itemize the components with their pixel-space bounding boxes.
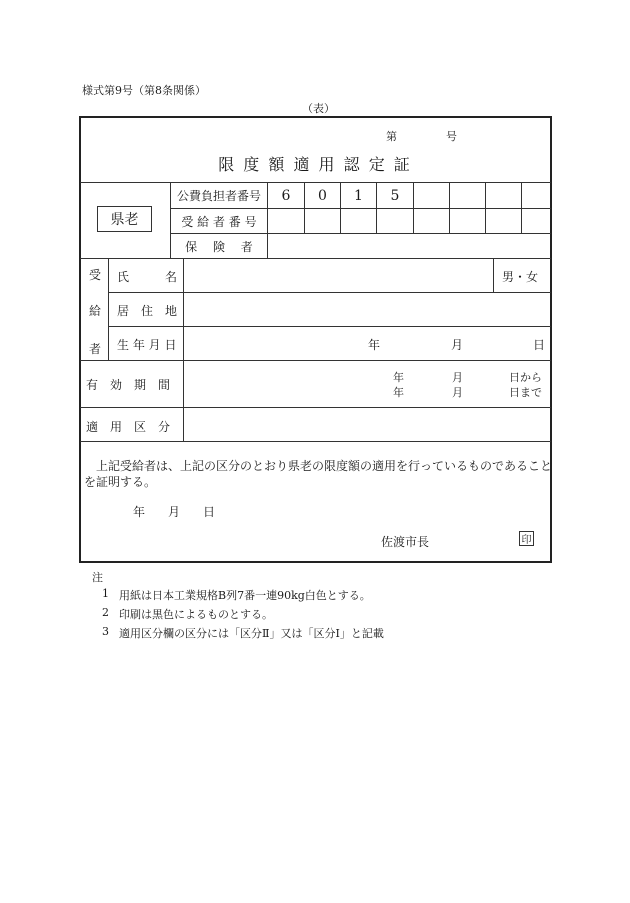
note-1-text: 用紙は日本工業規格B列7番一連90kg白色とする。	[119, 589, 371, 602]
address-label: 居 住 地	[117, 304, 178, 318]
rule-category-bottom	[80, 441, 551, 442]
seal-box	[519, 531, 534, 546]
rule-digit-5	[449, 182, 450, 233]
payer-digit-3: 1	[354, 187, 363, 204]
notes-heading: 注	[92, 571, 103, 584]
birth-day: 日	[533, 338, 546, 352]
note-2-text: 印刷は黒色によるものとする。	[119, 608, 273, 621]
rule-gender-left	[493, 258, 494, 292]
public-payer-label: 公費負担者番号	[176, 189, 261, 203]
certification-text-line-1: 上記受給者は、上記の区分のとおり県老の限度額の適用を行っているものであること	[96, 459, 553, 473]
recipient-side-char-3: 者	[89, 342, 102, 356]
note-3-text: 適用区分欄の区分には「区分Ⅱ」又は「区分Ⅰ」と記載	[119, 627, 384, 640]
payer-digit-2: 0	[318, 187, 327, 204]
note-3-number: 3	[102, 625, 109, 638]
validity-from-year: 年	[393, 371, 404, 384]
rule-validity-bottom	[80, 407, 551, 408]
validity-label: 有 効 期 間	[86, 378, 171, 392]
recipient-side-char-1: 受	[89, 268, 102, 282]
note-2-number: 2	[102, 606, 109, 619]
issue-year: 年	[133, 505, 146, 519]
ken-ro-box	[97, 206, 152, 232]
certificate-title: 限 度 額 適 用 認 定 証	[218, 155, 412, 174]
category-label: 適 用 区 分	[86, 420, 171, 434]
rule-birth-bottom	[80, 360, 551, 361]
rule-recipient-side	[108, 258, 109, 360]
validity-to-month: 月	[452, 386, 463, 399]
rule-digit-7	[521, 182, 522, 233]
payer-digit-1: 6	[281, 187, 291, 204]
number-dai: 第	[386, 130, 397, 143]
payer-digit-4: 5	[390, 187, 400, 204]
birth-year: 年	[368, 338, 381, 352]
gender-options: 男・女	[502, 270, 539, 284]
certification-text-line-2: を証明する。	[84, 475, 157, 489]
number-go: 号	[446, 130, 457, 143]
birth-month: 月	[451, 338, 464, 352]
validity-to-year: 年	[393, 386, 404, 399]
recipient-number-label: 受 給 者 番 号	[181, 214, 257, 229]
recipient-side-char-2: 給	[89, 304, 102, 318]
rule-name-bottom	[108, 292, 551, 293]
note-1-number: 1	[102, 587, 109, 600]
birth-label: 生 年 月 日	[117, 338, 177, 352]
issuer-name: 佐渡市長	[381, 535, 430, 549]
insurer-label: 保 険 者	[185, 239, 253, 254]
validity-to-day: 日まで	[509, 386, 542, 399]
rule-digit-4	[413, 182, 414, 233]
validity-from-day: 日から	[509, 371, 542, 384]
rule-insurer-bottom	[80, 258, 551, 259]
rule-address-bottom	[108, 326, 551, 327]
issue-month: 月	[168, 505, 181, 519]
name-label: 氏 名	[117, 270, 178, 284]
side-label: （表）	[302, 102, 335, 115]
rule-field-label-right	[183, 258, 184, 441]
form-number: 様式第9号（第8条関係）	[82, 84, 206, 97]
validity-from-month: 月	[452, 371, 463, 384]
ken-ro-label: 県老	[110, 212, 139, 228]
issue-day: 日	[203, 505, 216, 519]
seal-label: 印	[521, 535, 532, 546]
rule-digit-6	[485, 182, 486, 233]
